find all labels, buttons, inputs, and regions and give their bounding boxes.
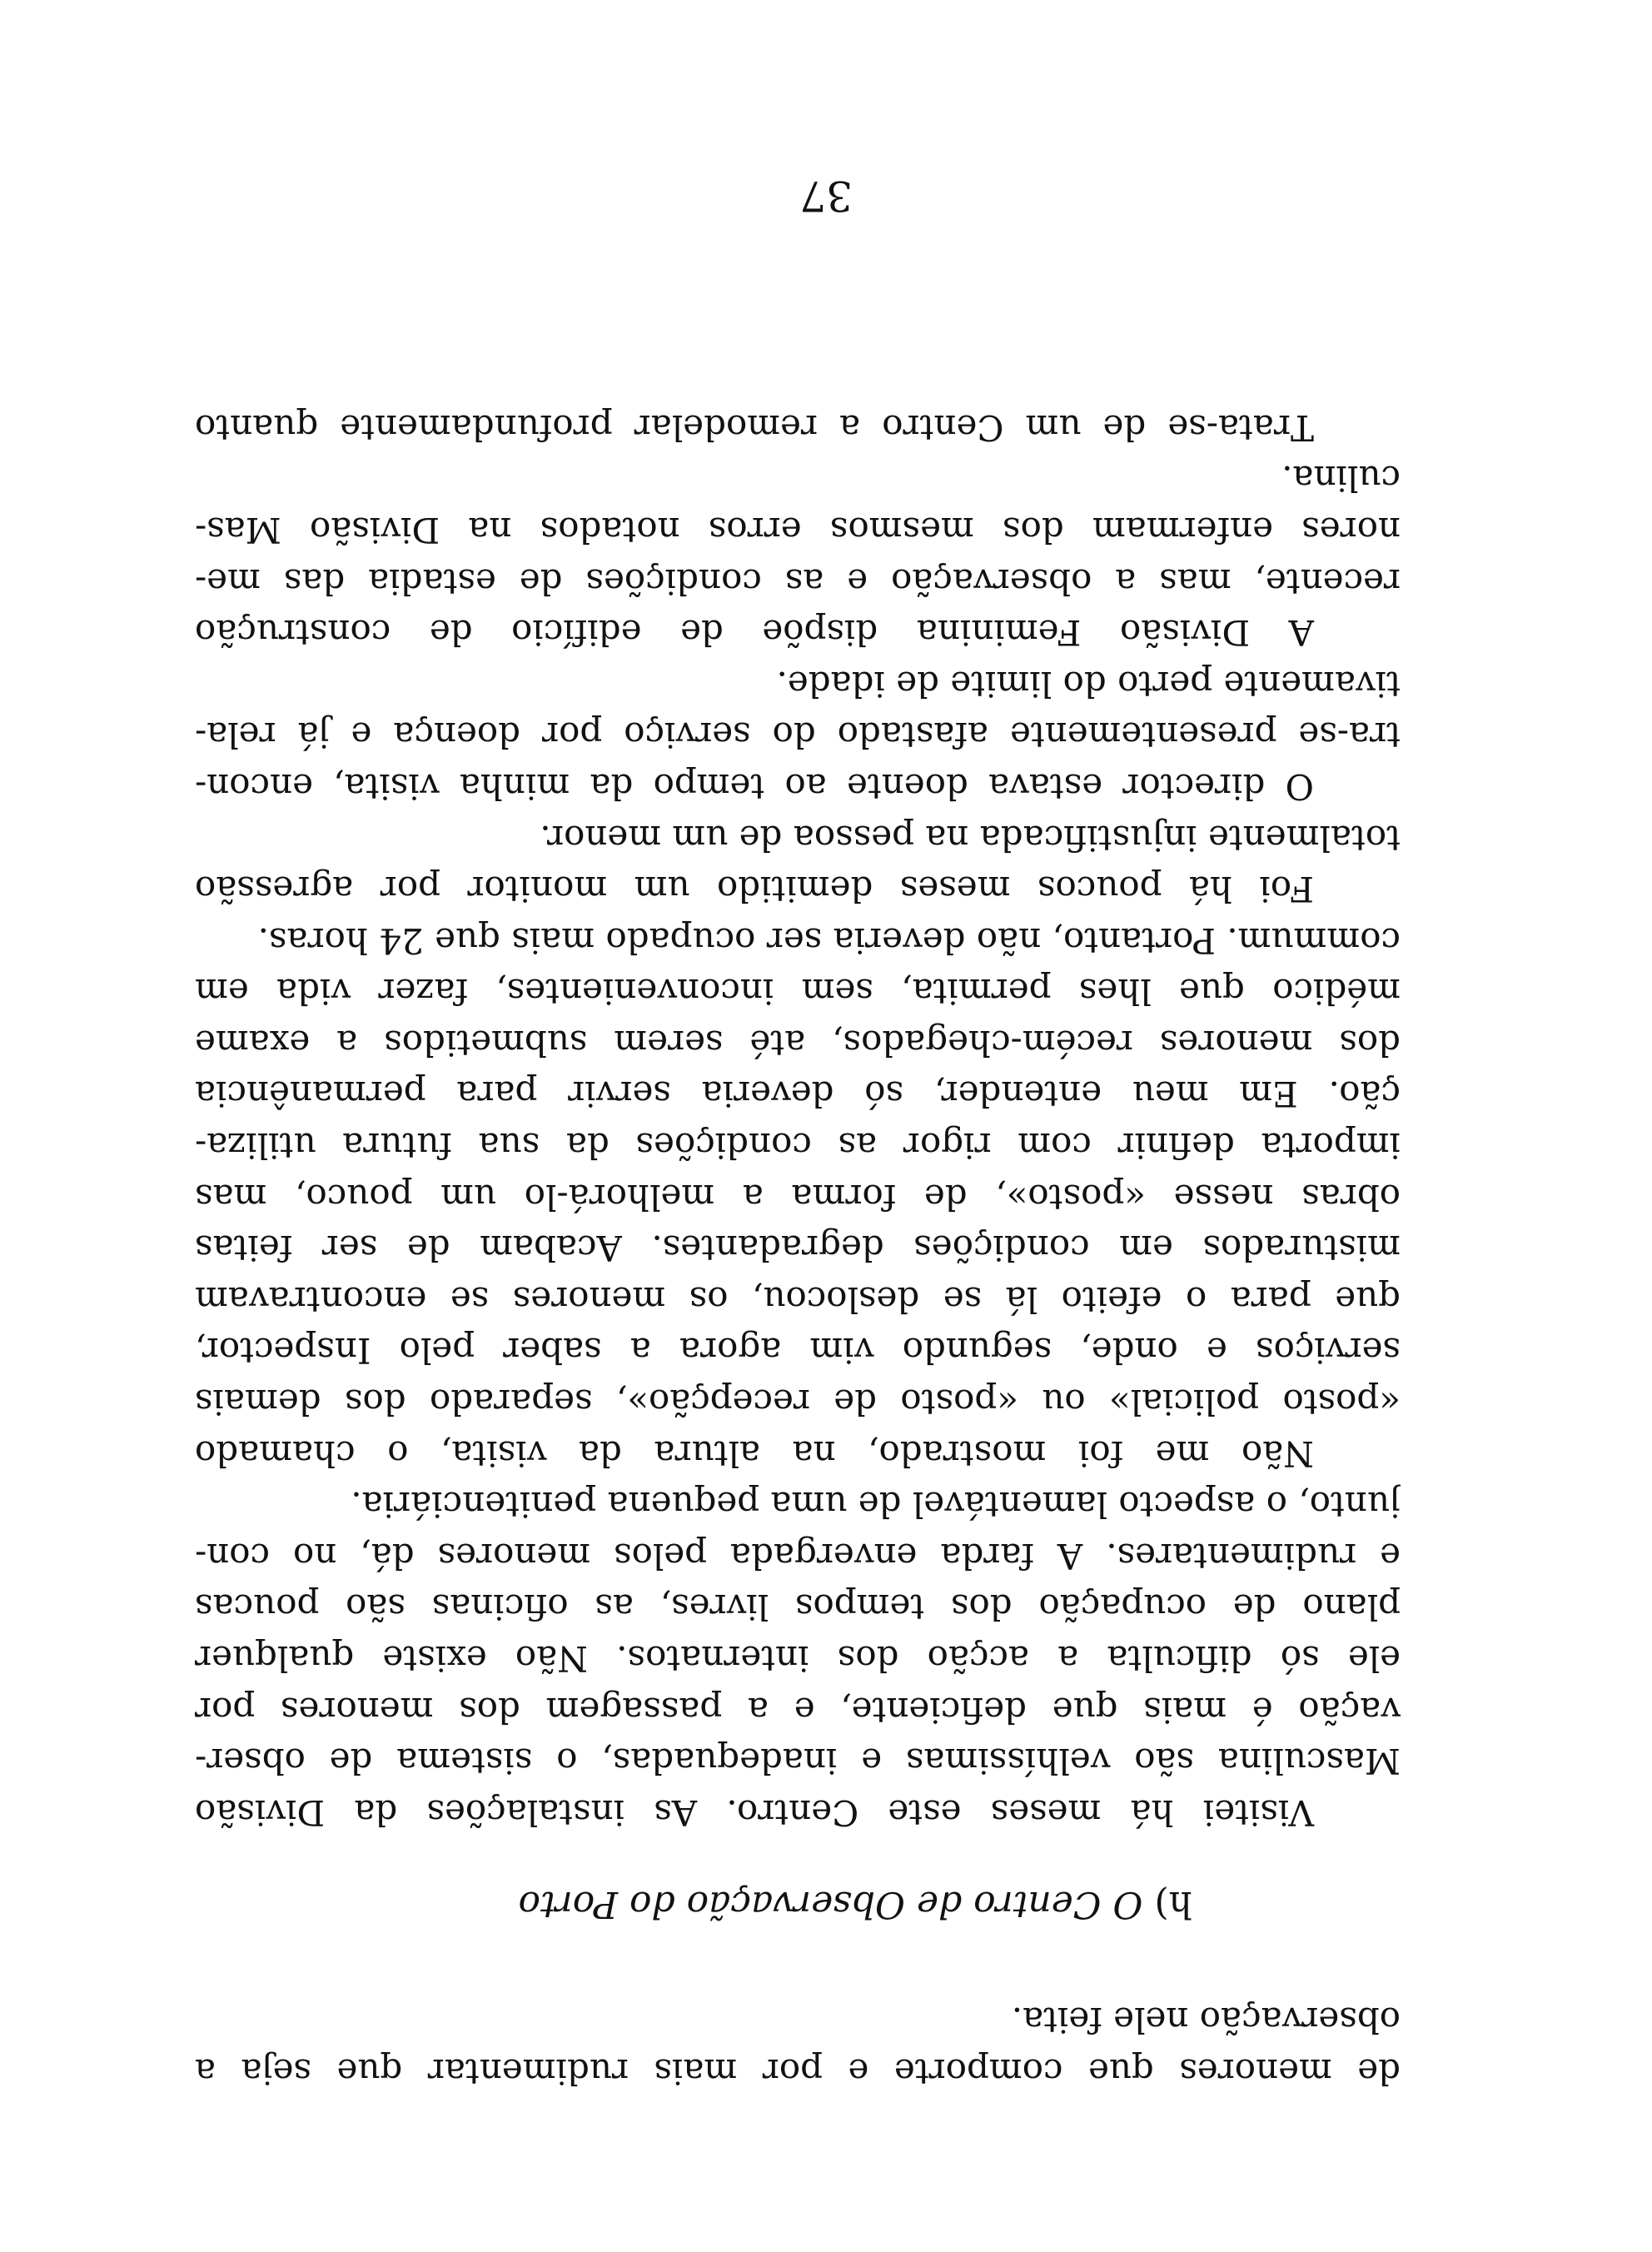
section-heading-title: O Centro de Observação do Porto <box>518 1882 1143 1926</box>
text-line: Visitei há meses este Centro. As instalações da Divisão <box>195 1791 1314 1833</box>
text-line: A Divisão Feminina dispõe de edifício de construção <box>195 612 1314 654</box>
text-line: «posto policial» ou «posto de recepção», separado dos demais <box>195 1382 1401 1423</box>
text-line: que para o efeito lá se deslocou, os menores se encontravam <box>195 1278 1401 1320</box>
text-line: ele só dificulta a acção dos internatos. Não existe qualquer <box>195 1638 1401 1680</box>
paragraph <box>195 453 1401 658</box>
text-line: vação é mais que deficiente, e a passagem dos menores por <box>195 1689 1401 1731</box>
text-line: commum. Portanto, não deveria ser ocupado mais que 24 horas. <box>257 919 1401 961</box>
page-number: 37 <box>799 172 853 220</box>
paragraph <box>195 812 1401 914</box>
text-line: serviços e onde, segundo vim agora a saber pelo Inspector, <box>195 1330 1401 1372</box>
text-line: nores enfermam dos mesmos erros notados na Divisão Mas- <box>195 509 1401 551</box>
section-heading-prefix: h) <box>1142 1882 1192 1926</box>
text-line: de menores que comporte e por mais rudimentar que seja a <box>195 2051 1401 2092</box>
text-line: plano de ocupação dos tempos livres, as oficinas são poucas <box>195 1587 1401 1628</box>
text-line: recente, mas a observação e as condições de estadia das me- <box>195 561 1401 602</box>
text-line: totalmente injustificada na pessoa de um menor. <box>540 817 1401 859</box>
text-line: obras nesse «posto», de forma a melhorá-lo um pouco, mas <box>195 1176 1401 1218</box>
section-heading <box>195 1875 1401 1933</box>
text-line: Trata-se de um Centro a remodelar profundamente quanto <box>195 406 1314 448</box>
text-line: Não me foi mostrado, na altura da visita, o chamado <box>195 1432 1314 1474</box>
text-line: importa definir com rigor as condições da sua futura utiliza- <box>195 1125 1401 1167</box>
text-line: culina. <box>1281 458 1401 500</box>
spacer <box>195 1838 1401 1875</box>
text-line: Foi há poucos meses demitido um monitor por agressão <box>195 869 1314 910</box>
paragraph <box>195 914 1401 1479</box>
text-line: O director estava doente ao tempo da minha visita, encon- <box>195 765 1314 807</box>
text-line: tra-se presentemente afastado do serviço por doença e já rela- <box>195 715 1401 756</box>
text-line: misturados em condições degradantes. Acabam de ser feitas <box>195 1228 1401 1269</box>
paragraph <box>195 658 1401 812</box>
text-line: ção. Em meu entender, só deveria servir para permanência <box>195 1074 1401 1115</box>
text-line: e rudimentares. A farda envergada pelos menores dá, no con- <box>195 1535 1401 1577</box>
text-line: observação nele feita. <box>1011 2000 1401 2041</box>
text-line: médico que lhes permita, sem inconvenientes, fazer vida em <box>195 971 1401 1013</box>
text-line: junto, o aspecto lamentável de uma pequena penitenciária. <box>351 1484 1401 1526</box>
text-line: tivamente perto do limite de idade. <box>776 663 1401 705</box>
paragraph <box>195 1479 1401 1838</box>
text-line: dos menores recém-chegados, até serem submetidos a exame <box>195 1022 1401 1064</box>
spacer <box>195 1933 1401 1995</box>
text-line: Masculina são velhíssimas e inadequadas, o sistema de obser- <box>195 1741 1401 1782</box>
text-column <box>195 401 1401 2097</box>
paragraph <box>195 401 1401 453</box>
